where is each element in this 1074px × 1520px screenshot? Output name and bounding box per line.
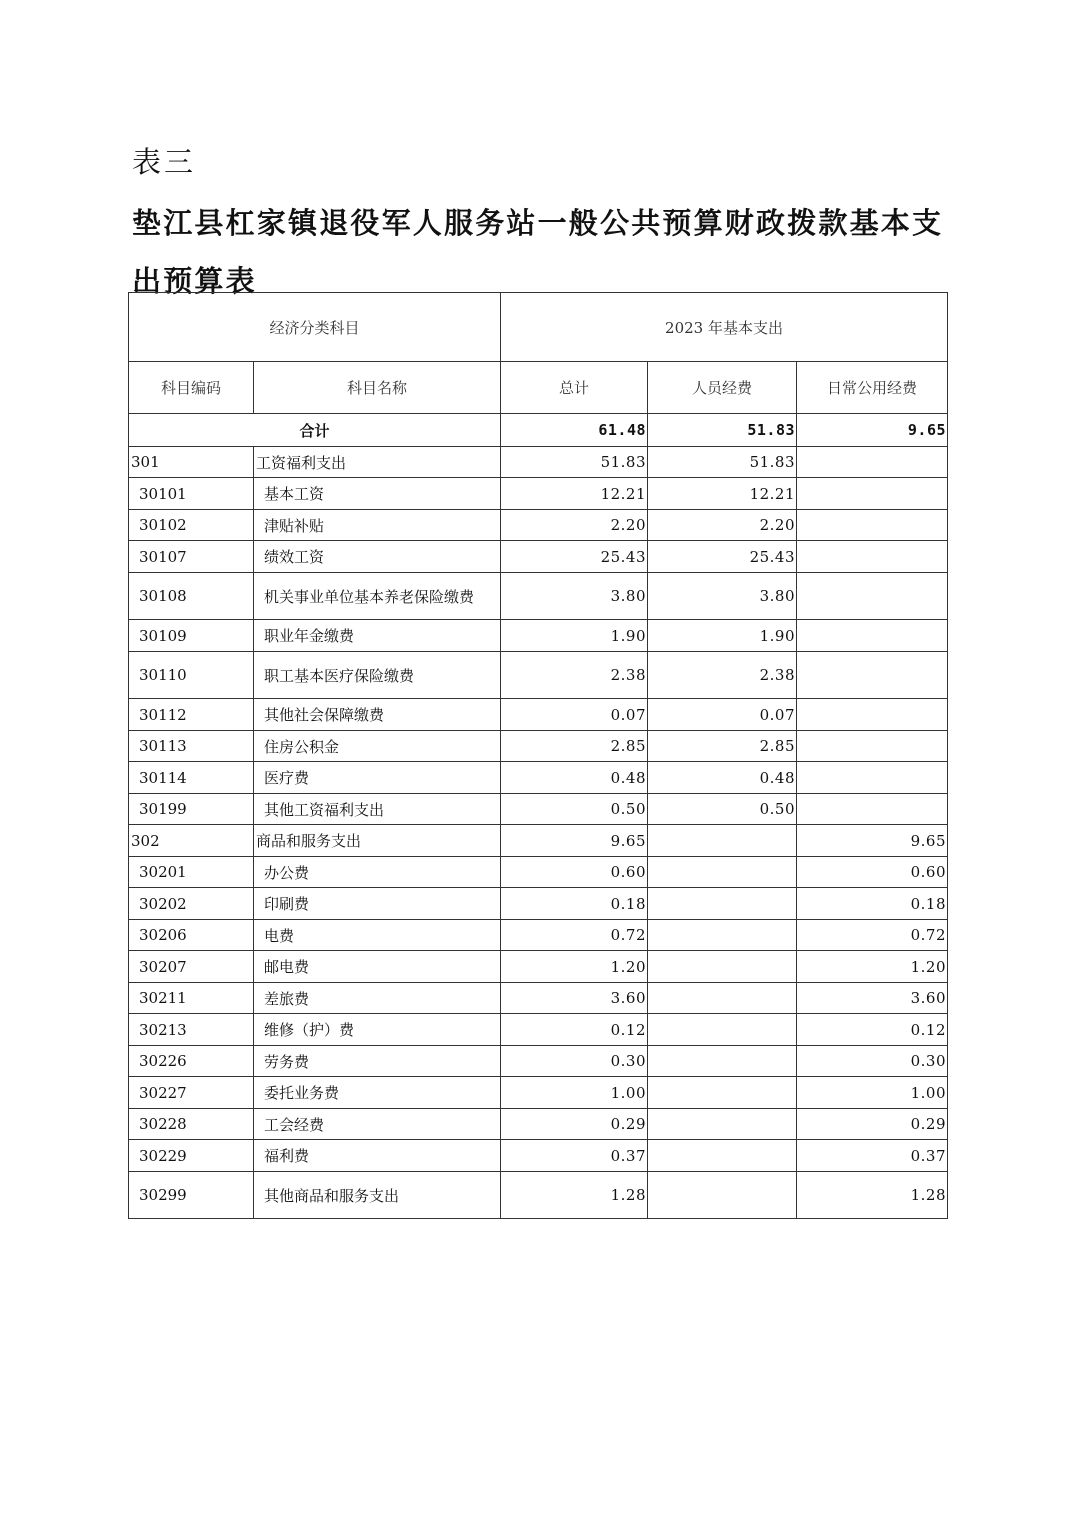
- row-code: 30211: [129, 983, 254, 1014]
- table-row: [129, 541, 948, 573]
- table-row: [129, 762, 948, 794]
- row-personnel: [648, 983, 797, 1014]
- row-total: 1.28: [501, 1172, 648, 1219]
- row-code: 30201: [129, 857, 254, 888]
- row-total: 0.72: [501, 920, 648, 951]
- row-total: 0.30: [501, 1046, 648, 1077]
- row-personnel: [648, 888, 797, 920]
- row-name: 差旅费: [254, 983, 501, 1014]
- row-personnel: [648, 1172, 797, 1219]
- total-public: 9.65: [797, 414, 948, 447]
- table-row: [129, 1077, 948, 1109]
- table-row: [129, 1172, 948, 1219]
- row-public: 0.30: [797, 1046, 948, 1077]
- row-name: 基本工资: [254, 478, 501, 510]
- table-row: [129, 794, 948, 825]
- row-name: 绩效工资: [254, 541, 501, 573]
- table-row: [129, 478, 948, 510]
- row-personnel: 0.07: [648, 699, 797, 731]
- total-personnel: 51.83: [648, 414, 797, 447]
- row-name: 其他商品和服务支出: [254, 1172, 501, 1219]
- row-public: 9.65: [797, 825, 948, 857]
- row-total: 25.43: [501, 541, 648, 573]
- row-personnel: 2.38: [648, 652, 797, 699]
- budget-table: [128, 292, 948, 1219]
- row-personnel: 3.80: [648, 573, 797, 620]
- row-name: 商品和服务支出: [254, 825, 501, 857]
- row-name: 其他社会保障缴费: [254, 699, 501, 731]
- row-total: 0.18: [501, 888, 648, 920]
- row-public: [797, 699, 948, 731]
- row-total: 1.90: [501, 620, 648, 652]
- row-code: 30108: [129, 573, 254, 620]
- table-label: 表三: [132, 145, 197, 179]
- row-personnel: [648, 825, 797, 857]
- row-code: 30114: [129, 762, 254, 794]
- row-public: 0.29: [797, 1109, 948, 1140]
- row-name: 医疗费: [254, 762, 501, 794]
- table-row: [129, 731, 948, 762]
- row-code: 30101: [129, 478, 254, 510]
- row-public: 1.28: [797, 1172, 948, 1219]
- row-total: 0.12: [501, 1014, 648, 1046]
- row-public: [797, 762, 948, 794]
- row-total: 0.29: [501, 1109, 648, 1140]
- table-row: [129, 510, 948, 541]
- row-code: 30299: [129, 1172, 254, 1219]
- row-code: 30107: [129, 541, 254, 573]
- table-row: [129, 447, 948, 478]
- table-row: [129, 652, 948, 699]
- row-personnel: 51.83: [648, 447, 797, 478]
- row-personnel: [648, 951, 797, 983]
- row-total: 1.00: [501, 1077, 648, 1109]
- row-code: 30229: [129, 1140, 254, 1172]
- row-code: 30207: [129, 951, 254, 983]
- row-code: 30202: [129, 888, 254, 920]
- row-public: [797, 541, 948, 573]
- row-personnel: 0.50: [648, 794, 797, 825]
- row-name: 福利费: [254, 1140, 501, 1172]
- row-name: 劳务费: [254, 1046, 501, 1077]
- row-public: [797, 731, 948, 762]
- row-public: 1.00: [797, 1077, 948, 1109]
- row-total: 12.21: [501, 478, 648, 510]
- row-personnel: 0.48: [648, 762, 797, 794]
- row-public: 0.12: [797, 1014, 948, 1046]
- row-public: [797, 478, 948, 510]
- row-public: [797, 794, 948, 825]
- row-name: 其他工资福利支出: [254, 794, 501, 825]
- row-code: 30109: [129, 620, 254, 652]
- row-name: 工资福利支出: [254, 447, 501, 478]
- page-title: 垫江县杠家镇退役军人服务站一般公共预算财政拨款基本支出预算表: [132, 206, 944, 298]
- row-public: 0.37: [797, 1140, 948, 1172]
- table-row: [129, 888, 948, 920]
- row-personnel: 2.20: [648, 510, 797, 541]
- table-row: [129, 951, 948, 983]
- row-name: 邮电费: [254, 951, 501, 983]
- row-personnel: [648, 1046, 797, 1077]
- row-total: 51.83: [501, 447, 648, 478]
- table-row: [129, 1140, 948, 1172]
- row-code: 30227: [129, 1077, 254, 1109]
- row-public: 0.72: [797, 920, 948, 951]
- row-personnel: 12.21: [648, 478, 797, 510]
- total-label: 合计: [129, 414, 501, 447]
- table-row: [129, 573, 948, 620]
- row-code: 30102: [129, 510, 254, 541]
- table-row: [129, 620, 948, 652]
- row-public: [797, 620, 948, 652]
- econ-category-header: 经济分类科目: [129, 293, 501, 362]
- row-total: 2.38: [501, 652, 648, 699]
- row-public: [797, 510, 948, 541]
- total-row: [129, 414, 948, 447]
- row-total: 2.85: [501, 731, 648, 762]
- row-name: 津贴补贴: [254, 510, 501, 541]
- row-public: 1.20: [797, 951, 948, 983]
- row-code: 30206: [129, 920, 254, 951]
- row-total: 0.50: [501, 794, 648, 825]
- row-personnel: 2.85: [648, 731, 797, 762]
- row-code: 30112: [129, 699, 254, 731]
- public-header: 日常公用经费: [797, 362, 948, 414]
- row-name: 住房公积金: [254, 731, 501, 762]
- row-personnel: 1.90: [648, 620, 797, 652]
- row-code: 30199: [129, 794, 254, 825]
- row-code: 30213: [129, 1014, 254, 1046]
- row-public: 0.60: [797, 857, 948, 888]
- row-name: 办公费: [254, 857, 501, 888]
- table-row: [129, 699, 948, 731]
- year-expenditure-header: 2023 年基本支出: [501, 293, 948, 362]
- row-total: 0.07: [501, 699, 648, 731]
- row-personnel: [648, 920, 797, 951]
- row-personnel: [648, 1014, 797, 1046]
- row-name: 维修（护）费: [254, 1014, 501, 1046]
- row-name: 职工基本医疗保险缴费: [254, 652, 501, 699]
- table-row: [129, 1109, 948, 1140]
- code-header: 科目编码: [129, 362, 254, 414]
- row-public: [797, 447, 948, 478]
- row-name: 委托业务费: [254, 1077, 501, 1109]
- row-name: 机关事业单位基本养老保险缴费: [254, 573, 501, 620]
- total-value: 61.48: [501, 414, 648, 447]
- row-name: 工会经费: [254, 1109, 501, 1140]
- personnel-header: 人员经费: [648, 362, 797, 414]
- row-total: 2.20: [501, 510, 648, 541]
- row-code: 30110: [129, 652, 254, 699]
- row-public: 3.60: [797, 983, 948, 1014]
- row-public: 0.18: [797, 888, 948, 920]
- row-total: 0.37: [501, 1140, 648, 1172]
- row-total: 0.48: [501, 762, 648, 794]
- row-total: 0.60: [501, 857, 648, 888]
- row-code: 30228: [129, 1109, 254, 1140]
- row-public: [797, 573, 948, 620]
- row-code: 302: [129, 825, 254, 857]
- table-row: [129, 1014, 948, 1046]
- table-row: [129, 920, 948, 951]
- row-total: 1.20: [501, 951, 648, 983]
- row-total: 3.60: [501, 983, 648, 1014]
- row-code: 30226: [129, 1046, 254, 1077]
- row-public: [797, 652, 948, 699]
- row-name: 印刷费: [254, 888, 501, 920]
- row-name: 职业年金缴费: [254, 620, 501, 652]
- row-personnel: [648, 1077, 797, 1109]
- row-total: 9.65: [501, 825, 648, 857]
- total-header: 总计: [501, 362, 648, 414]
- row-personnel: 25.43: [648, 541, 797, 573]
- row-name: 电费: [254, 920, 501, 951]
- table-row: [129, 983, 948, 1014]
- row-code: 30113: [129, 731, 254, 762]
- table-row: [129, 857, 948, 888]
- row-personnel: [648, 857, 797, 888]
- row-total: 3.80: [501, 573, 648, 620]
- row-personnel: [648, 1140, 797, 1172]
- table-row: [129, 825, 948, 857]
- name-header: 科目名称: [254, 362, 501, 414]
- table-row: [129, 1046, 948, 1077]
- row-personnel: [648, 1109, 797, 1140]
- row-code: 301: [129, 447, 254, 478]
